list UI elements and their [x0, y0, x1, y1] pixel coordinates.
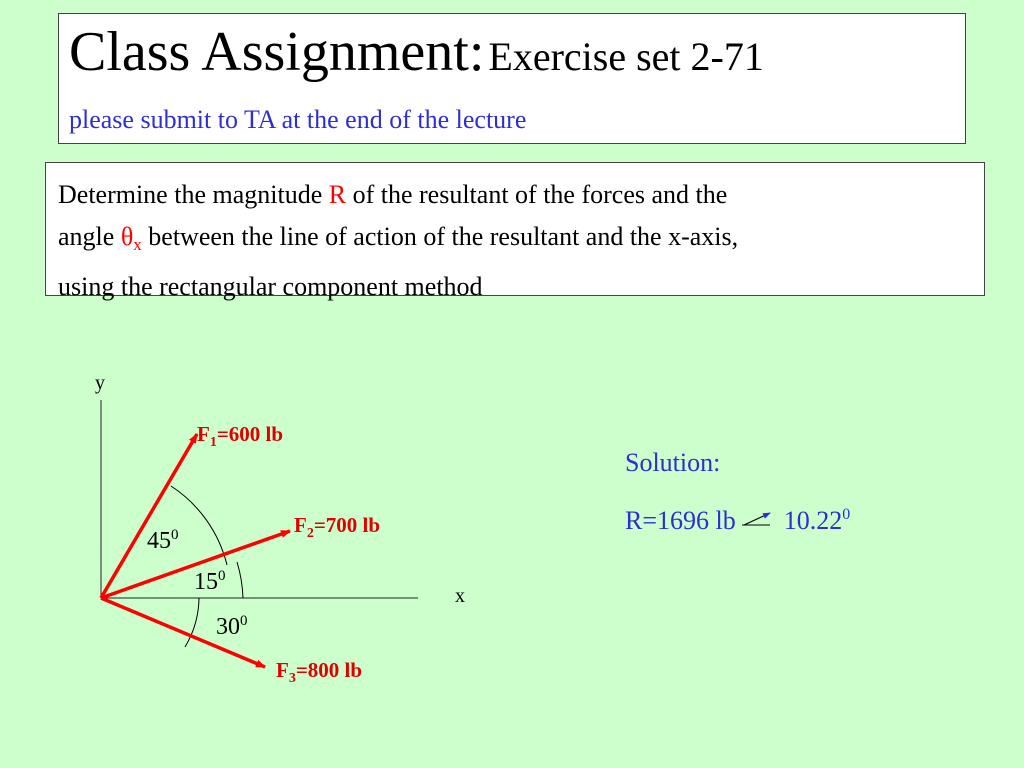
angle-arc-15	[237, 562, 243, 598]
problem-text-1: Determine the magnitude	[58, 180, 329, 209]
y-axis-label: y	[95, 372, 105, 394]
angle-label-45: $45^0$	[147, 527, 179, 554]
angle-label-15: $15^0$	[194, 568, 226, 595]
solution-answer	[625, 506, 850, 536]
problem-line-3: using the rectangular component method	[58, 272, 483, 301]
force-label-f3: $F_3=800$ lb	[276, 658, 363, 686]
title-main-text: Class Assignment:	[69, 21, 485, 83]
force-vector-f1	[101, 434, 197, 598]
slide-subtitle: please submit to TA at the end of the lecture	[69, 105, 527, 134]
resultant-direction-icon	[740, 507, 780, 531]
theta-symbol: θ	[120, 222, 134, 251]
solution-heading: Solution:	[625, 448, 721, 477]
title-exercise-text: Exercise set 2-71	[488, 34, 764, 79]
x-axis-label: x	[455, 585, 465, 607]
resultant-symbol: R	[328, 180, 347, 209]
problem-text-2: of the resultant of the forces and the	[346, 180, 728, 209]
solution-angle: 10.22	[783, 506, 843, 535]
force-vector-f3	[101, 598, 265, 667]
theta-subscript: x	[133, 235, 142, 254]
angle-label-30: $30^0$	[216, 613, 248, 640]
solution-angle-degree: 0	[842, 506, 851, 523]
force-label-f2: $F_2=700$ lb	[294, 513, 381, 541]
angle-arc-45	[171, 486, 227, 565]
problem-text-3: angle	[58, 222, 121, 251]
solution-magnitude: R=1696 lb	[625, 506, 736, 535]
force-label-f1: $F_1=600$ lb	[197, 422, 284, 450]
problem-text-4: between the line of action of the resultant and the x-axis,	[141, 222, 739, 251]
